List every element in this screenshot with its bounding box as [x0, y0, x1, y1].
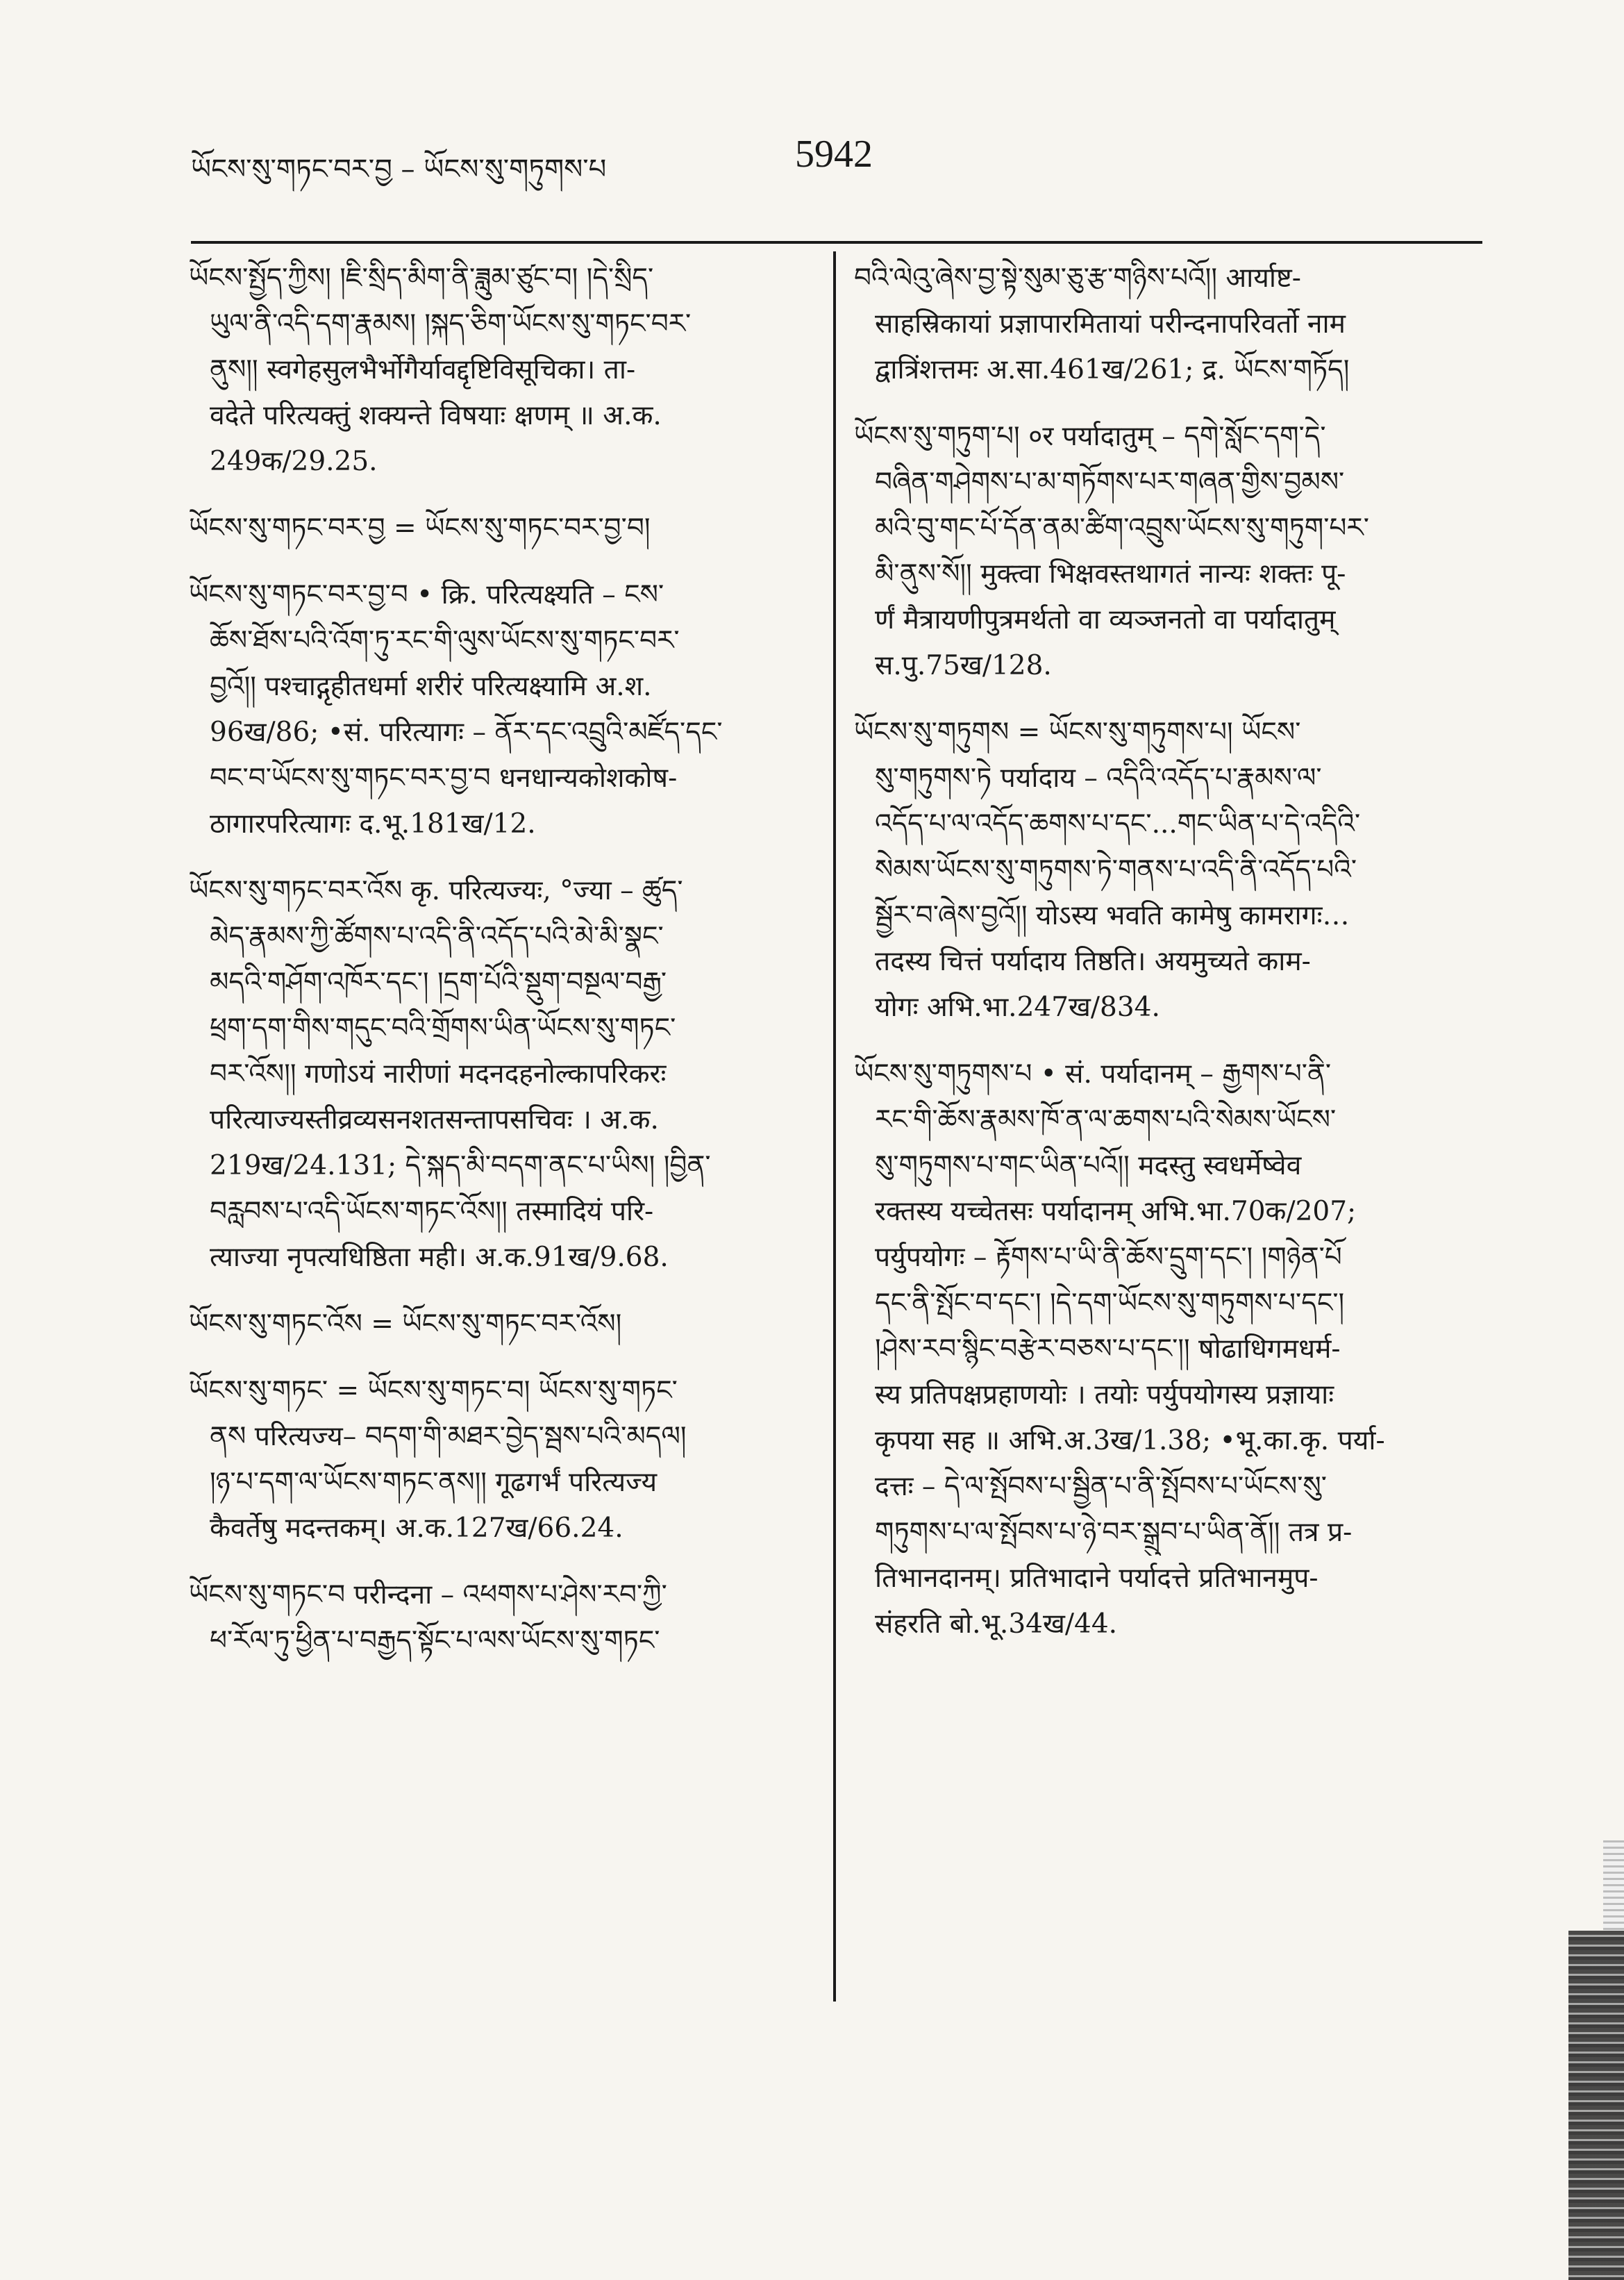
- entry-line: 219ख/24.131; དེ་སྐད་མི་བདག་ནང་པ་ཡིས། །བྱིན་: [210, 1150, 711, 1181]
- entry-line: དང་ནི་སྤོང་བ་དང་། །དེ་དག་ཡོངས་སུ་གཏུགས་པ་དང་།: [875, 1288, 1345, 1319]
- entry-line: कृपया सह ॥ अभि.अ.3ख/1.38; •भू.का.कृ. पर्या-: [875, 1425, 1385, 1456]
- entry-line: བར་འོས།། गणोऽयं नारीणां मदनदहनोल्कापरिकरः: [210, 1058, 667, 1090]
- entry-line: वदेते परित्यक्तुं शक्यन्ते विषयाः क्षणम् ॥ अ.क.: [210, 400, 662, 431]
- entry-line: སེམས་ཡོངས་སུ་གཏུགས་ཏེ་གནས་པ་འདི་ནི་འདོད་པའི་: [875, 854, 1357, 885]
- dictionary-entry: [189, 256, 814, 485]
- entry-line: साहस्रिकायां प्रज्ञापारमितायां परीन्दनापरिवर्तो नाम: [875, 308, 1346, 340]
- header-rule: [191, 241, 1482, 244]
- dictionary-entry: [854, 1051, 1479, 1647]
- entry-line: र्णं मैत्रायणीपुत्रमर्थतो वा व्यञ्जनतो वा पर्यादातुम्: [875, 604, 1336, 635]
- entry-line: 249क/29.25.: [210, 446, 378, 477]
- entry-line: ཡོངས་སུ་གཏང་འོས = ཡོངས་སུ་གཏང་བར་འོས།: [189, 1308, 622, 1340]
- running-head: ཡོངས་སུ་གཏང་བར་བྱ – ཡོངས་སུ་གཏུགས་པ: [191, 153, 607, 185]
- entry-line: འདོད་པ་ལ་འདོད་ཆགས་པ་དང་...གང་ཡིན་པ་དེ་འདིའི་: [875, 808, 1361, 840]
- entry-line: ནུས།། स्वगेहसुलभैर्भोगैर्यावद्दृष्टिविसूचिका। ता-: [210, 354, 636, 385]
- entry-line: द्वात्रिंशत्तमः अ.सा.461ख/261; द्र. ཡོངས་གཏོད།: [875, 354, 1350, 385]
- entry-line: ཕྲག་དག་གིས་གདུང་བའི་གྲོགས་ཡིན་ཡོངས་སུ་གཏང་: [210, 1013, 676, 1044]
- entry-line: མི་ནུས་སོ།། मुक्त्वा भिक्षवस्तथागतं नान्यः शक्तः पू-: [875, 558, 1346, 590]
- page-header: [191, 132, 1475, 194]
- column-divider: [833, 251, 836, 2002]
- page-edge-shadow: [1568, 1931, 1624, 2280]
- left-column: [189, 256, 814, 1685]
- entry-line: ཡོངས་སུ་གཏང་བ परीन्दना – འཕགས་པ་ཤེས་རབ་ཀྱི་: [189, 1579, 667, 1611]
- entry-line: स.पु.75ख/128.: [875, 650, 1052, 681]
- entry-line: ཡོངས་སུ་གཏང་བར་བྱ་བ • क्रि. परित्यक्ष्यति – ངས་: [189, 579, 664, 610]
- entry-line: གཏུགས་པ་ལ་སྤོབས་པ་ཉེ་བར་སྒྲུབ་པ་ཡིན་ནོ།། तत्र प्र-: [875, 1517, 1353, 1548]
- entry-line: योगः अभि.भा.247ख/834.: [875, 992, 1160, 1023]
- entry-line: སྦྱོར་བ་ཞེས་བྱའོ།། योऽस्य भवति कामेषु कामरागः…: [875, 900, 1350, 931]
- dictionary-entry: [854, 414, 1479, 689]
- dictionary-entry: [189, 506, 814, 551]
- entry-line: ཡོངས་སུ་གཏུགས = ཡོངས་སུ་གཏུགས་པ། ཡོངས་: [854, 717, 1301, 748]
- entry-line: ཆོས་ཐོས་པའི་འོག་ཏུ་རང་གི་ལུས་ཡོངས་སུ་གཏང་བར་: [210, 625, 680, 656]
- entry-line: परित्याज्यस्तीव्रव्यसनशतसन्तापसचिवः । अ.क.: [210, 1104, 659, 1135]
- dictionary-entry: [189, 1368, 814, 1551]
- entry-line: མའི་བུ་གང་པོ་དོན་ནམ་ཚིག་འབྲུས་ཡོངས་སུ་གཏུག་པར་: [875, 513, 1369, 544]
- entry-line: ཡོངས་སུ་གཏང་ = ཡོངས་སུ་གཏང་བ། ཡོངས་སུ་གཏང་: [189, 1375, 678, 1406]
- entry-line: स्य प्रतिपक्षप्रहाणयोः । तयोः पर्युपयोगस्य प्रज्ञायाः: [875, 1379, 1334, 1411]
- dictionary-entry: [189, 1572, 814, 1664]
- dictionary-entry: [854, 256, 1479, 393]
- entry-line: 96ख/86; •सं. परित्यागः – ནོར་དང་འབྲུའི་མཛོད་དང་: [210, 717, 723, 748]
- entry-line: བྱའོ།། पश्चाद्गृहीतधर्मा शरीरं परित्यक्ष्यामि अ.श.: [210, 671, 652, 702]
- entry-line: །ཤེས་རབ་སྙིང་བརྩེར་བཅས་པ་དང་།། षोढाधिगमधर्म-: [875, 1333, 1341, 1365]
- entry-line: पर्युपयोगः – རྟོགས་པ་ཡི་ནི་ཆོས་དྲུག་དང་། །གཉེན་པོ: [875, 1242, 1342, 1273]
- entry-line: संहरति बो.भू.34ख/44.: [875, 1608, 1118, 1640]
- entry-line: ཡོངས་སུ་གཏུགས་པ • सं. पर्यादानम् – རྒྱགས་པ་ནི་: [854, 1058, 1332, 1090]
- entry-line: दत्तः – དེ་ལ་སྤོབས་པ་སྦྱིན་པ་ནི་སྤོབས་པ་ཡོངས་སུ་: [875, 1471, 1327, 1502]
- entry-line: བའི་ལེའུ་ཞེས་བྱ་སྟེ་སུམ་ཅུ་རྩ་གཉིས་པའོ།། आर्याष्ट-: [854, 263, 1301, 294]
- entry-line: ནས परित्यज्य– བདག་གི་མཐར་བྱེད་སྦས་པའི་མདལ།: [210, 1421, 687, 1452]
- entry-line: བཞིན་གཤེགས་པ་མ་གཏོགས་པར་གཞན་གྱིས་བྱམས་: [875, 467, 1345, 498]
- entry-line: །ཉ་པ་དག་ལ་ཡོངས་གཏང་ནས།། गूढगर्भं परित्यज्य: [210, 1467, 658, 1498]
- entry-line: ཡོངས་སུ་གཏང་བར་བྱ = ཡོངས་སུ་གཏང་བར་བྱ་བ།: [189, 513, 651, 544]
- entry-line: སུ་གཏུགས་ཏེ पर्यादाय – འདིའི་འདོད་པ་རྣམས་ལ་: [875, 763, 1322, 794]
- entry-line: ཡོངས་སུ་གཏུག་པ། ०र पर्यादातुम् – དགེ་སློང་དག་དེ་: [854, 421, 1326, 452]
- entry-line: ཕ་རོལ་ཏུ་ཕྱིན་པ་བརྒྱད་སྟོང་པ་ལས་ཡོངས་སུ་གཏང་: [210, 1625, 660, 1656]
- entry-line: ཡོངས་སུ་གཏང་བར་འོས कृ. परित्यज्यः, °ज्या – ཚུད་: [189, 875, 683, 906]
- entry-line: त्याज्या नृपत्यधिष्ठिता मही। अ.क.91ख/9.68.: [210, 1242, 669, 1273]
- dictionary-entry: [189, 868, 814, 1281]
- entry-line: བང་བ་ཡོངས་སུ་གཏང་བར་བྱ་བ धनधान्यकोशकोष-: [210, 763, 678, 794]
- dictionary-entry: [189, 572, 814, 847]
- entry-line: སུ་གཏུགས་པ་གང་ཡིན་པའོ།། मदस्तु स्वधर्मेष्वेव: [875, 1150, 1302, 1181]
- dictionary-entry: [854, 710, 1479, 1031]
- page-number: 5942: [795, 133, 873, 176]
- entry-line: བརླབས་པ་འདི་ཡོངས་གཏང་འོས།། तस्मादियं परि-: [210, 1196, 654, 1227]
- right-column: [854, 256, 1479, 1668]
- dictionary-entry: [189, 1301, 814, 1347]
- entry-line: རང་གི་ཆོས་རྣམས་ཁོ་ན་ལ་ཆགས་པའི་སེམས་ཡོངས་: [875, 1104, 1337, 1135]
- edge-scan-noise: [1603, 1840, 1624, 1931]
- entry-line: तदस्य चित्तं पर्यादाय तिष्ठति। अयमुच्यते काम-: [875, 946, 1311, 977]
- entry-line: ཡོངས་སྤྱོད་ཀྱིས། །ཇི་སྲིད་མིག་ནི་ཟླུམ་ཙུང་བ། །དེ་སྲིད་: [189, 263, 654, 294]
- entry-line: रक्तस्य यच्चेतसः पर्यादानम् अभि.भा.70क/207;: [875, 1196, 1357, 1227]
- entry-line: ཡུལ་ནི་འདི་དག་རྣམས། །སྐད་ཅིག་ཡོངས་སུ་གཏང་བར་: [210, 308, 692, 340]
- entry-line: तिभानदानम्। प्रतिभादाने पर्यादत्ते प्रतिभानमुप-: [875, 1563, 1319, 1594]
- entry-line: མདའི་གཤོག་འཁོར་དང་། །དྲག་པོའི་སྡུག་བསྔལ་བརྒྱ་: [210, 967, 667, 998]
- entry-line: कैवर्तेषु मदन्तकम्। अ.क.127ख/66.24.: [210, 1513, 623, 1544]
- entry-line: མེད་རྣམས་ཀྱི་ཚོགས་པ་འདི་ནི་འདོད་པའི་མེ་མི་སྣང་: [210, 921, 664, 952]
- entry-line: ठागारपरित्यागः द.भू.181ख/12.: [210, 808, 536, 840]
